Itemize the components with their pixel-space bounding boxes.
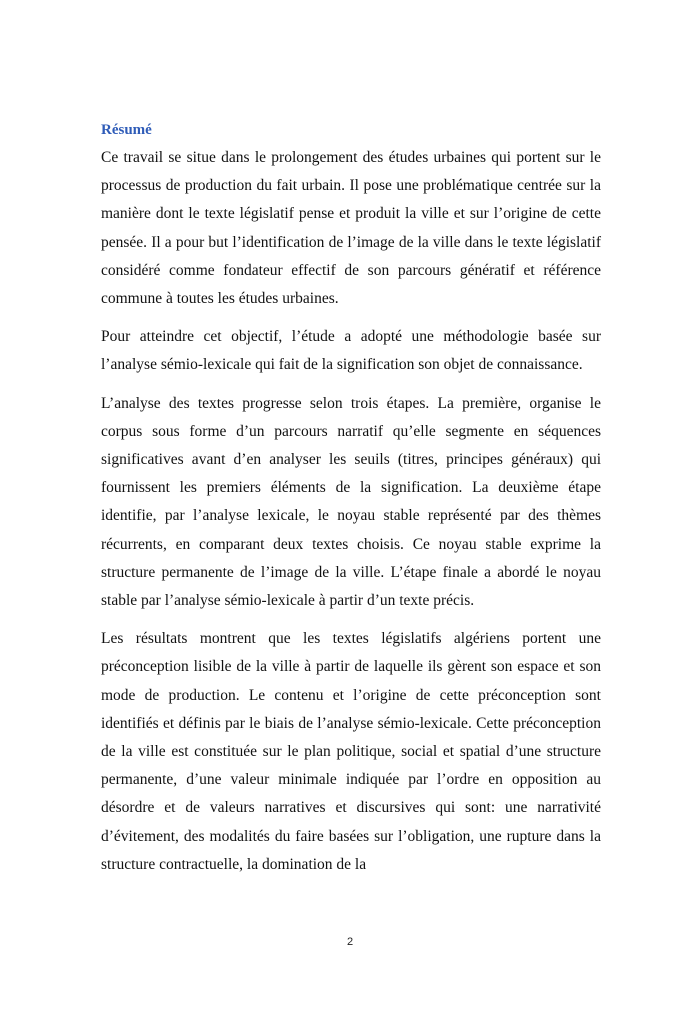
section-heading: Résumé (101, 122, 152, 138)
paragraph-results: Les résultats montrent que les textes législatifs algériens portent une préconception lisible de la ville à partir de laquelle ils gèrent son espace et son mode de production. Le contenu et l’origine de cette préconception sont identifiés et définis par le biais de l’analyse sémio-lexicale. Cette préconception de la ville est constituée sur le plan politique, social et spatial d’une structure permanente, d’une valeur minimale indiquée par l’ordre en opposition au désordre et de valeurs narratives et discursives qui sont: une narrativité d’évitement, des modalités du faire basées sur l’obligation, une rupture dans la structure contractuelle, la domination de la (101, 630, 601, 873)
document-body (101, 116, 601, 889)
paragraph-context: Ce travail se situe dans le prolongement des études urbaines qui portent sur le processus de production du fait urbain. Il pose une problématique centrée sur la manière dont le texte législatif pense et produit la ville et sur l’origine de cette pensée. Il a pour but l’identification de l’image de la ville dans le texte législatif considéré comme fondateur effectif de son parcours génératif et référence commune à toutes les études urbaines. (101, 149, 601, 308)
paragraph-analysis-steps: L’analyse des textes progresse selon trois étapes. La première, organise le corpus sous forme d’un parcours narratif qu’elle segmente en séquences significatives avant d’en analyser les seuils (titres, principes généraux) qui fournissent les premiers éléments de la signification. La deuxième étape identifie, par l’analyse lexicale, le noyau stable représenté par des thèmes récurrents, en comparant deux textes choisis. Ce noyau stable exprime la structure permanente de l’image de la ville. L’étape finale a abordé le noyau stable par l’analyse sémio-lexicale à partir d’un texte précis. (101, 394, 601, 610)
page-number: 2 (346, 936, 354, 948)
paragraph-methodology: Pour atteindre cet objectif, l’étude a adopté une méthodologie basée sur l’analyse sémio-lexicale qui fait de la signification son objet de connaissance. (101, 328, 601, 374)
